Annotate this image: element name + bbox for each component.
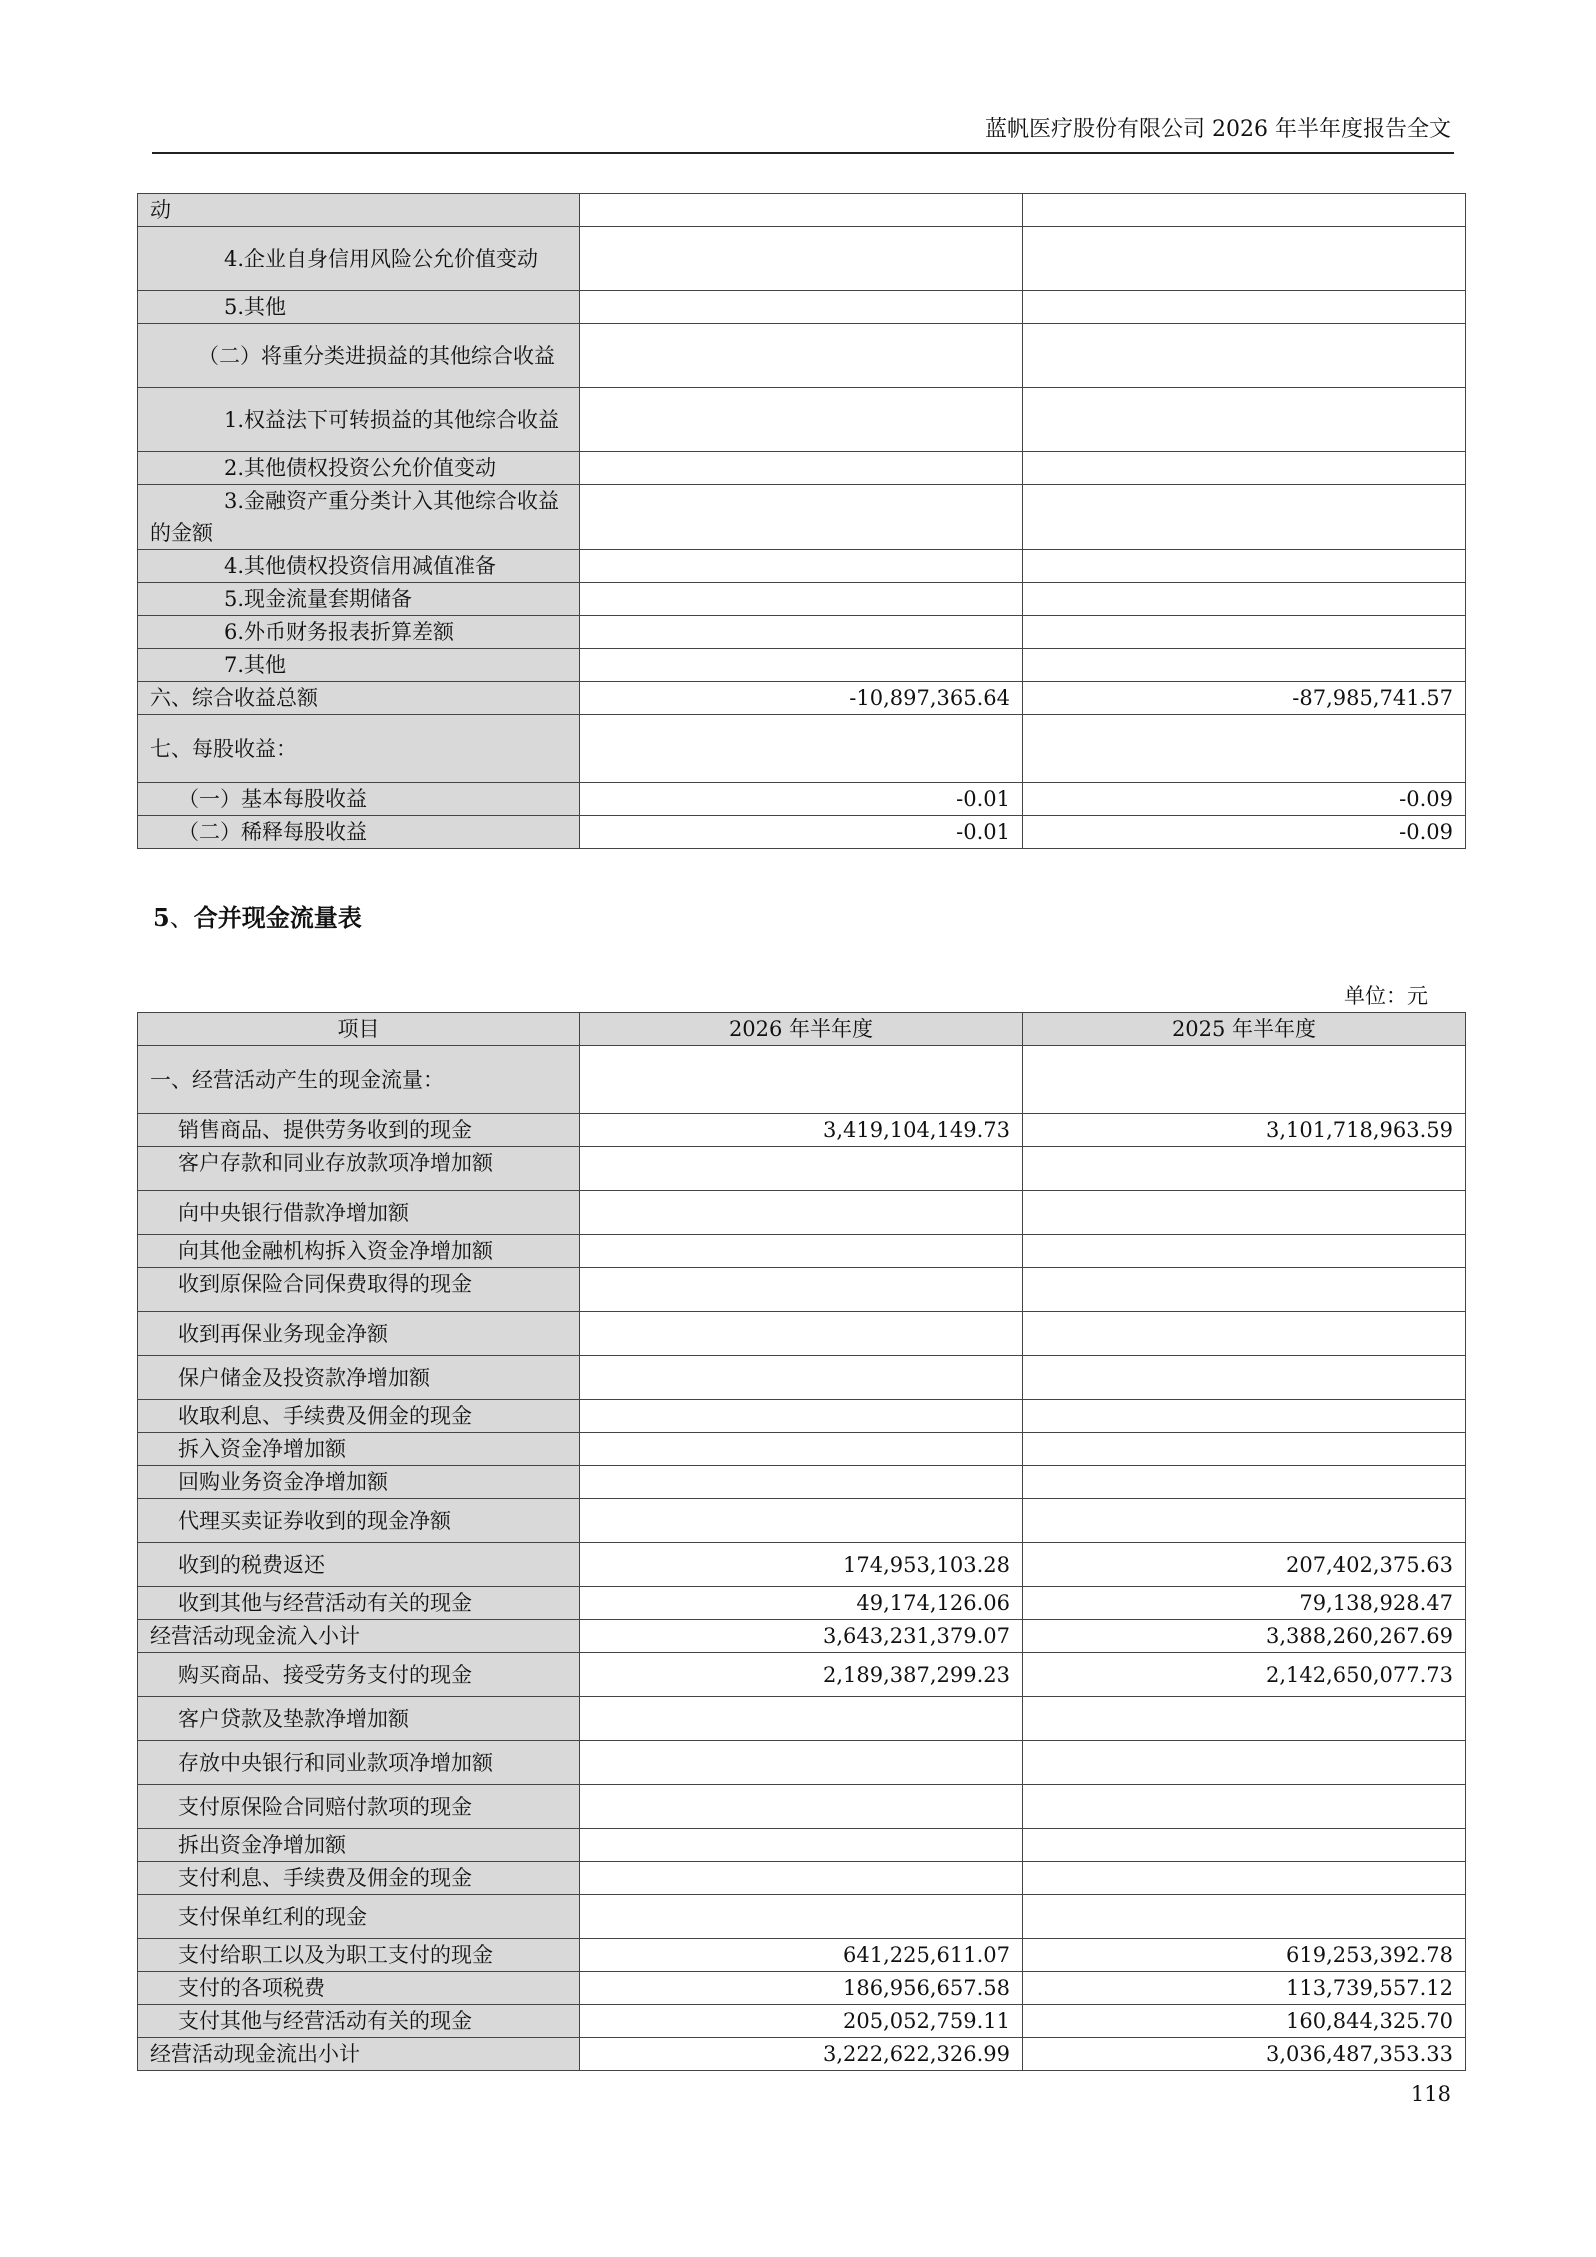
value-prior-period — [1023, 1499, 1466, 1543]
value-prior-period: -87,985,741.57 — [1023, 682, 1466, 715]
value-prior-period: 79,138,928.47 — [1023, 1587, 1466, 1620]
value-prior-period — [1023, 1191, 1466, 1235]
table-row — [138, 1433, 1466, 1466]
value-current-period: -0.01 — [580, 816, 1023, 849]
value-current-period — [580, 1895, 1023, 1939]
value-current-period — [580, 1046, 1023, 1114]
table-row — [138, 550, 1466, 583]
row-label: 收到原保险合同保费取得的现金 — [138, 1268, 580, 1312]
table-row — [138, 616, 1466, 649]
table-row — [138, 783, 1466, 816]
row-label: 5.现金流量套期储备 — [138, 583, 580, 616]
row-label: 客户存款和同业存放款项净增加额 — [138, 1147, 580, 1191]
value-current-period: 641,225,611.07 — [580, 1939, 1023, 1972]
table-row — [138, 1620, 1466, 1653]
table-row — [138, 1829, 1466, 1862]
value-current-period: 174,953,103.28 — [580, 1543, 1023, 1587]
row-label: 保户储金及投资款净增加额 — [138, 1356, 580, 1400]
row-label: 向其他金融机构拆入资金净增加额 — [138, 1235, 580, 1268]
row-label: 客户贷款及垫款净增加额 — [138, 1697, 580, 1741]
row-label: 收到其他与经营活动有关的现金 — [138, 1587, 580, 1620]
row-label: 回购业务资金净增加额 — [138, 1466, 580, 1499]
row-label: 支付原保险合同赔付款项的现金 — [138, 1785, 580, 1829]
value-prior-period — [1023, 1356, 1466, 1400]
row-label: 7.其他 — [138, 649, 580, 682]
value-prior-period — [1023, 616, 1466, 649]
table-row — [138, 452, 1466, 485]
table-row — [138, 388, 1466, 452]
table-row — [138, 1785, 1466, 1829]
value-prior-period — [1023, 194, 1466, 227]
value-prior-period — [1023, 715, 1466, 783]
table-row — [138, 2005, 1466, 2038]
row-label: 六、综合收益总额 — [138, 682, 580, 715]
value-current-period: 3,222,622,326.99 — [580, 2038, 1023, 2071]
value-prior-period — [1023, 485, 1466, 550]
table-row — [138, 485, 1466, 550]
value-current-period — [580, 715, 1023, 783]
value-current-period — [580, 1312, 1023, 1356]
table-row — [138, 816, 1466, 849]
row-label: 动 — [138, 194, 580, 227]
value-prior-period — [1023, 1862, 1466, 1895]
report-header-title: 蓝帆医疗股份有限公司 2026 年半年度报告全文 — [985, 117, 1451, 142]
value-prior-period — [1023, 1829, 1466, 1862]
row-label: 支付的各项税费 — [138, 1972, 580, 2005]
table-row — [138, 1862, 1466, 1895]
row-label: 代理买卖证券收到的现金净额 — [138, 1499, 580, 1543]
table-row — [138, 1697, 1466, 1741]
value-prior-period — [1023, 1433, 1466, 1466]
value-current-period — [580, 1862, 1023, 1895]
value-prior-period — [1023, 388, 1466, 452]
value-current-period: 49,174,126.06 — [580, 1587, 1023, 1620]
value-current-period — [580, 388, 1023, 452]
table-row — [138, 1356, 1466, 1400]
table-row — [138, 1499, 1466, 1543]
row-label: 一、经营活动产生的现金流量： — [138, 1046, 580, 1114]
value-current-period — [580, 1829, 1023, 1862]
value-prior-period — [1023, 1046, 1466, 1114]
value-current-period — [580, 1785, 1023, 1829]
value-prior-period — [1023, 1400, 1466, 1433]
row-label: 2.其他债权投资公允价值变动 — [138, 452, 580, 485]
value-current-period — [580, 1433, 1023, 1466]
row-label: 收到的税费返还 — [138, 1543, 580, 1587]
table-row — [138, 227, 1466, 291]
row-label: 经营活动现金流出小计 — [138, 2038, 580, 2071]
table-row — [138, 1312, 1466, 1356]
row-label: 收取利息、手续费及佣金的现金 — [138, 1400, 580, 1433]
row-label: 支付其他与经营活动有关的现金 — [138, 2005, 580, 2038]
value-prior-period: 619,253,392.78 — [1023, 1939, 1466, 1972]
value-prior-period: 3,101,718,963.59 — [1023, 1114, 1466, 1147]
value-current-period — [580, 1466, 1023, 1499]
value-current-period — [580, 1191, 1023, 1235]
row-label: 收到再保业务现金净额 — [138, 1312, 580, 1356]
section-title-text: 合并现金流量表 — [193, 903, 362, 932]
row-label: 经营活动现金流入小计 — [138, 1620, 580, 1653]
table-row — [138, 1587, 1466, 1620]
value-prior-period — [1023, 583, 1466, 616]
section-title — [153, 898, 362, 933]
row-label: 购买商品、接受劳务支付的现金 — [138, 1653, 580, 1697]
page-number: 118 — [1410, 2082, 1451, 2106]
value-prior-period — [1023, 1741, 1466, 1785]
row-label: 5.其他 — [138, 291, 580, 324]
table-row — [138, 1741, 1466, 1785]
value-prior-period: 160,844,325.70 — [1023, 2005, 1466, 2038]
comprehensive-income-table — [137, 193, 1466, 849]
value-current-period — [580, 1268, 1023, 1312]
value-prior-period — [1023, 1697, 1466, 1741]
row-label: 4.企业自身信用风险公允价值变动 — [138, 227, 580, 291]
section-separator: 、 — [169, 904, 194, 932]
value-current-period — [580, 1499, 1023, 1543]
value-current-period: 2,189,387,299.23 — [580, 1653, 1023, 1697]
value-current-period: 3,419,104,149.73 — [580, 1114, 1023, 1147]
row-label: （一）基本每股收益 — [138, 783, 580, 816]
table-row — [138, 1046, 1466, 1114]
value-prior-period: 3,388,260,267.69 — [1023, 1620, 1466, 1653]
table-row — [138, 291, 1466, 324]
table-row — [138, 324, 1466, 388]
value-current-period — [580, 452, 1023, 485]
row-label: 拆入资金净增加额 — [138, 1433, 580, 1466]
table-row — [138, 1114, 1466, 1147]
value-current-period — [580, 291, 1023, 324]
row-label: 销售商品、提供劳务收到的现金 — [138, 1114, 580, 1147]
value-current-period: -0.01 — [580, 783, 1023, 816]
table-row — [138, 649, 1466, 682]
unit-label: 单位：元 — [1344, 984, 1428, 1008]
value-current-period — [580, 1741, 1023, 1785]
value-prior-period — [1023, 1147, 1466, 1191]
row-label: 向中央银行借款净增加额 — [138, 1191, 580, 1235]
value-current-period — [580, 1235, 1023, 1268]
value-prior-period — [1023, 550, 1466, 583]
header-2025: 2025 年半年度 — [1023, 1013, 1466, 1046]
value-current-period: 3,643,231,379.07 — [580, 1620, 1023, 1653]
value-prior-period — [1023, 649, 1466, 682]
table-row — [138, 1653, 1466, 1697]
table-row — [138, 1895, 1466, 1939]
value-prior-period: -0.09 — [1023, 816, 1466, 849]
table-row — [138, 1191, 1466, 1235]
value-prior-period — [1023, 1268, 1466, 1312]
value-current-period — [580, 649, 1023, 682]
value-prior-period: 2,142,650,077.73 — [1023, 1653, 1466, 1697]
value-prior-period — [1023, 1785, 1466, 1829]
value-prior-period: 113,739,557.12 — [1023, 1972, 1466, 2005]
header-2026: 2026 年半年度 — [580, 1013, 1023, 1046]
row-label: （二）将重分类进损益的其他综合收益 — [138, 324, 580, 388]
value-prior-period — [1023, 1895, 1466, 1939]
value-current-period — [580, 1697, 1023, 1741]
value-prior-period — [1023, 291, 1466, 324]
value-current-period: 205,052,759.11 — [580, 2005, 1023, 2038]
value-current-period: 186,956,657.58 — [580, 1972, 1023, 2005]
value-prior-period — [1023, 1466, 1466, 1499]
value-current-period — [580, 1356, 1023, 1400]
row-label: 6.外币财务报表折算差额 — [138, 616, 580, 649]
table-row — [138, 1939, 1466, 1972]
value-prior-period — [1023, 324, 1466, 388]
value-prior-period: 207,402,375.63 — [1023, 1543, 1466, 1587]
row-label: 存放中央银行和同业款项净增加额 — [138, 1741, 580, 1785]
row-label: 拆出资金净增加额 — [138, 1829, 580, 1862]
value-current-period — [580, 550, 1023, 583]
table-row — [138, 682, 1466, 715]
table-row — [138, 1972, 1466, 2005]
value-current-period — [580, 485, 1023, 550]
table-row — [138, 2038, 1466, 2071]
header-item: 项目 — [138, 1013, 580, 1046]
value-current-period — [580, 1147, 1023, 1191]
header-divider — [152, 152, 1454, 154]
value-current-period — [580, 194, 1023, 227]
value-current-period: -10,897,365.64 — [580, 682, 1023, 715]
row-label: 4.其他债权投资信用减值准备 — [138, 550, 580, 583]
value-current-period — [580, 583, 1023, 616]
value-current-period — [580, 616, 1023, 649]
table-row — [138, 1235, 1466, 1268]
row-label: 支付保单红利的现金 — [138, 1895, 580, 1939]
row-label: 支付利息、手续费及佣金的现金 — [138, 1862, 580, 1895]
table-row — [138, 1147, 1466, 1191]
row-label: 3.金融资产重分类计入其他综合收益的金额 — [138, 485, 580, 550]
table-row — [138, 715, 1466, 783]
table-row — [138, 1268, 1466, 1312]
row-label: 1.权益法下可转损益的其他综合收益 — [138, 388, 580, 452]
cash-flow-table — [137, 1012, 1466, 2071]
row-label: （二）稀释每股收益 — [138, 816, 580, 849]
table-row — [138, 1543, 1466, 1587]
table-row — [138, 1400, 1466, 1433]
value-prior-period — [1023, 227, 1466, 291]
table-header-row — [138, 1013, 1466, 1046]
value-current-period — [580, 227, 1023, 291]
value-current-period — [580, 324, 1023, 388]
table-row — [138, 1466, 1466, 1499]
value-prior-period — [1023, 452, 1466, 485]
value-prior-period: 3,036,487,353.33 — [1023, 2038, 1466, 2071]
value-prior-period — [1023, 1235, 1466, 1268]
row-label: 七、每股收益： — [138, 715, 580, 783]
section-number: 5 — [153, 903, 170, 932]
value-current-period — [580, 1400, 1023, 1433]
table-row — [138, 194, 1466, 227]
table-row — [138, 583, 1466, 616]
value-prior-period: -0.09 — [1023, 783, 1466, 816]
row-label: 支付给职工以及为职工支付的现金 — [138, 1939, 580, 1972]
value-prior-period — [1023, 1312, 1466, 1356]
